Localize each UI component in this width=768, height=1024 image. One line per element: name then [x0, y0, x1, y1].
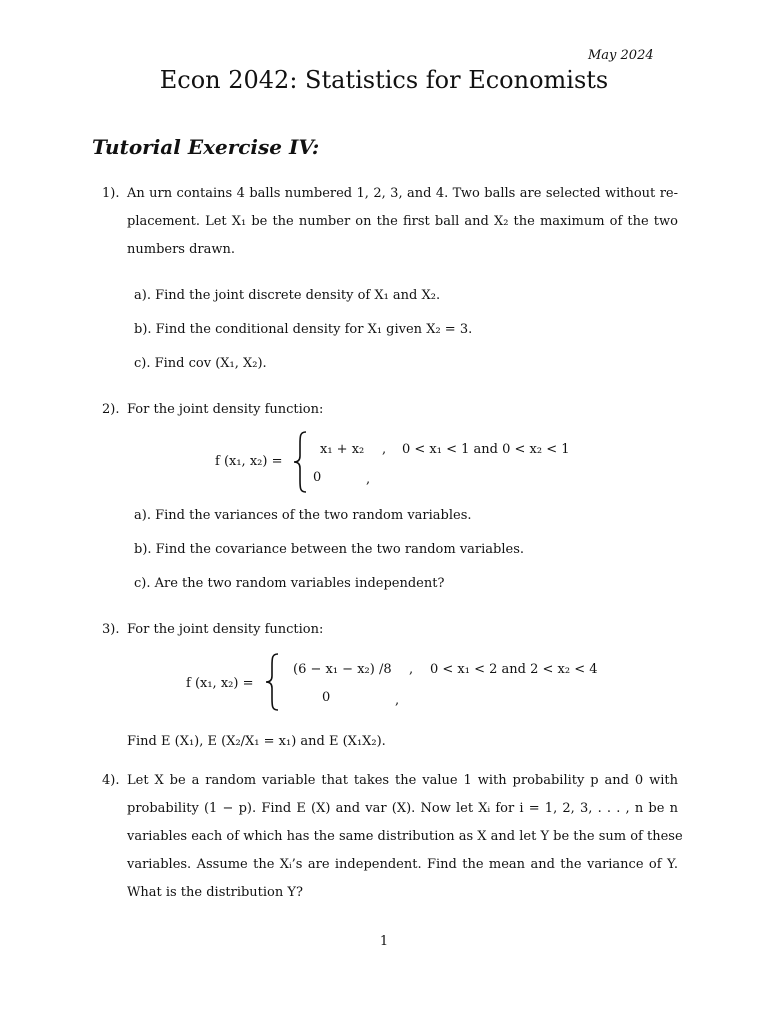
- question-4-line: variables. Assume the Xᵢ’s are independent. Find the mean and the variance of Y.: [127, 857, 678, 872]
- question-1-line: numbers drawn.: [127, 242, 236, 257]
- question-3-case-1-comma: ,: [409, 662, 414, 677]
- question-1-part-a: a). Find the joint discrete density of X₁ and X₂.: [134, 288, 441, 303]
- question-1-part-b: b). Find the conditional density for X₁ given X₂ = 3.: [134, 322, 473, 337]
- question-1-part-c: c). Find cov (X₁, X₂).: [134, 356, 267, 371]
- question-3-find: Find E (X₁), E (X₂/X₁ = x₁) and E (X₁X₂).: [127, 734, 386, 749]
- question-3-case-1-expression: (6 − x₁ − x₂) /8: [293, 662, 392, 677]
- question-2-intro: For the joint density function:: [127, 402, 324, 417]
- document-title: Econ 2042: Statistics for Economists: [159, 66, 609, 94]
- left-brace-icon: [264, 652, 284, 712]
- question-2-case-2-comma: ,: [366, 472, 371, 487]
- question-2-case-1-comma: ,: [382, 442, 387, 457]
- question-2-case-1-condition: 0 < x₁ < 1 and 0 < x₂ < 1: [402, 442, 570, 457]
- question-2-part-c: c). Are the two random variables independent?: [134, 576, 445, 591]
- question-3-case-2-expression: 0: [322, 690, 331, 705]
- question-4-line: What is the distribution Y?: [127, 885, 303, 900]
- question-1-number: 1).: [102, 186, 120, 201]
- question-2-lhs: f (x₁, x₂) =: [215, 454, 283, 469]
- question-2-case-2-expression: 0: [313, 470, 322, 485]
- section-title: Tutorial Exercise IV:: [92, 135, 320, 159]
- question-4-line: Let X be a random variable that takes the value 1 with probability p and 0 with: [127, 773, 678, 788]
- question-1-line: placement. Let X₁ be the number on the first ball and X₂ the maximum of the two: [127, 214, 678, 229]
- question-1-line: An urn contains 4 balls numbered 1, 2, 3, and 4. Two balls are selected without re-: [127, 186, 678, 201]
- question-4-line: probability (1 − p). Find E (X) and var (X). Now let Xᵢ for i = 1, 2, 3, . . . , n be n: [127, 801, 678, 816]
- question-2-number: 2).: [102, 402, 120, 417]
- question-2-case-1-expression: x₁ + x₂: [320, 442, 365, 457]
- question-3-case-2-comma: ,: [395, 693, 400, 708]
- question-3-case-1-condition: 0 < x₁ < 2 and 2 < x₂ < 4: [430, 662, 598, 677]
- question-2-part-b: b). Find the covariance between the two random variables.: [134, 542, 525, 557]
- question-4-line: variables each of which has the same distribution as X and let Y be the sum of these: [127, 829, 683, 844]
- page-number: 1: [379, 934, 389, 949]
- date: May 2024: [588, 48, 654, 63]
- question-3-number: 3).: [102, 622, 120, 637]
- question-4-number: 4).: [102, 773, 120, 788]
- question-3-intro: For the joint density function:: [127, 622, 324, 637]
- left-brace-icon: [292, 430, 312, 494]
- question-2-part-a: a). Find the variances of the two random variables.: [134, 508, 472, 523]
- question-3-lhs: f (x₁, x₂) =: [186, 676, 254, 691]
